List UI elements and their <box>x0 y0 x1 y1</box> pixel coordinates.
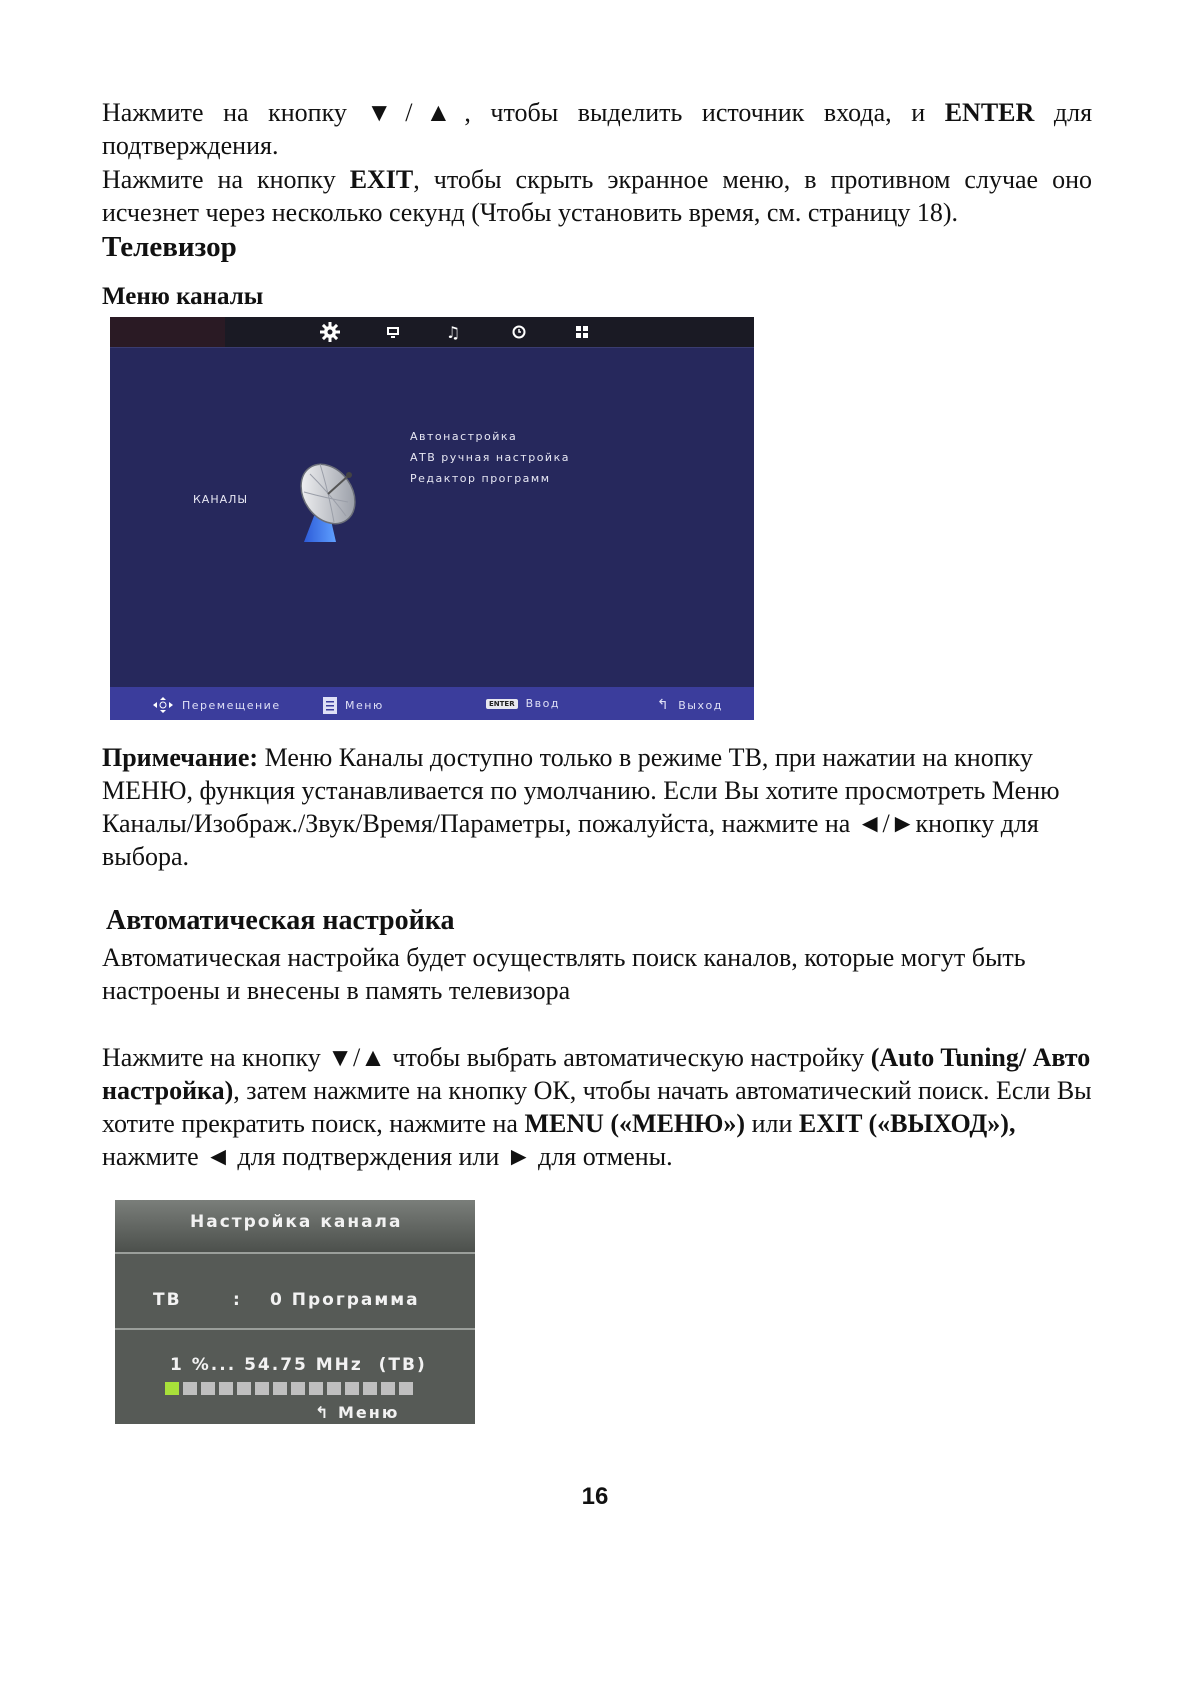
channel-tuning-screenshot <box>115 1200 475 1424</box>
progress-block <box>327 1382 341 1395</box>
instr-text-2: , затем нажмите на кнопку ОК, чтобы начать автоматический поиск. Если Вы хотите прекратить поиск, нажмите на <box>102 1076 1092 1138</box>
tv-top-bar-left-block <box>110 317 225 347</box>
tuning-progress-bar <box>165 1382 413 1395</box>
tv-channel-menu-screenshot <box>110 317 754 720</box>
intro-p2-exit: EXIT <box>349 165 414 194</box>
tv-menu-item-atv-manual-tuning[interactable]: АТВ ручная настройка <box>410 451 570 464</box>
section-title-tv: Телевизор <box>102 231 237 263</box>
help-exit <box>657 697 723 713</box>
tuning-colon: : <box>233 1290 242 1310</box>
enter-key-icon: ENTER <box>486 699 518 709</box>
help-enter <box>486 697 560 710</box>
tuning-menu-label: Меню <box>337 1403 400 1422</box>
tv-top-bar <box>110 317 754 348</box>
tv-section-label: КАНАЛЫ <box>193 493 249 506</box>
instr-bold-menu: MENU («МЕНЮ») <box>524 1109 746 1138</box>
progress-block <box>381 1382 395 1395</box>
intro-p2-text2: , чтобы скрыть экранное меню, в противном случае оно исчезнет через несколько секунд (Чтобы установить время, см. страницу 18). <box>102 165 1092 227</box>
gear-icon[interactable] <box>317 320 343 344</box>
monitor-icon[interactable] <box>380 320 406 344</box>
help-move <box>152 697 281 713</box>
instr-bold-auto-tuning: (Auto Tuning/ Авто настройка) <box>102 1043 1091 1105</box>
note-label: Примечание: <box>102 743 259 772</box>
progress-block <box>237 1382 251 1395</box>
intro-p1-text1: Нажмите на кнопку ▼/▲, чтобы выделить источник входа, и <box>102 98 926 127</box>
progress-block <box>201 1382 215 1395</box>
move-arrows-icon <box>152 697 174 713</box>
menu-list-icon <box>323 697 337 714</box>
help-menu <box>323 697 384 714</box>
tv-menu-item-auto-tuning[interactable]: Автонастройка <box>410 430 518 443</box>
intro-paragraph-1 <box>102 96 1092 162</box>
progress-block <box>345 1382 359 1395</box>
tuning-tv-label: ТВ <box>153 1290 182 1310</box>
tuning-progress-text: 1 %... 54.75 MHz (ТВ) <box>170 1355 427 1375</box>
help-exit-label: Выход <box>678 698 723 712</box>
return-arrow-icon: ↰ <box>657 697 671 713</box>
satellite-dish-icon <box>290 454 370 546</box>
note-text: Меню Каналы доступно только в режиме ТВ, при нажатии на кнопку МЕНЮ, функция устанавливается по умолчанию. Если Вы хотите просмотреть Меню Каналы/Изображ./Звук/Время/Параметры, пожалуйста, нажмите на ◄/►кнопку для выбора. <box>102 743 1060 871</box>
progress-block <box>183 1382 197 1395</box>
progress-block <box>309 1382 323 1395</box>
return-arrow-icon: ↰ <box>315 1403 331 1422</box>
instr-text-3: или <box>751 1109 793 1138</box>
instr-text-4: нажмите ◄ для подтверждения или ► для отмены. <box>102 1142 673 1171</box>
tuning-title: Настройка канала <box>190 1212 403 1232</box>
music-icon[interactable]: ♫ <box>445 322 461 342</box>
progress-block <box>219 1382 233 1395</box>
grid-icon[interactable] <box>569 320 595 344</box>
intro-paragraph-2 <box>102 163 1092 229</box>
instr-bold-exit: EXIT («ВЫХОД»), <box>798 1109 1016 1138</box>
tuning-program-value: 0 Программа <box>270 1290 420 1310</box>
auto-tuning-instructions <box>102 1041 1092 1173</box>
page-number: 16 <box>581 1483 609 1510</box>
tuning-divider-1 <box>115 1252 475 1254</box>
progress-block <box>165 1382 179 1395</box>
instr-text-1: Нажмите на кнопку ▼/▲ чтобы выбрать автоматическую настройку <box>102 1043 865 1072</box>
auto-tuning-description: Автоматическая настройка будет осуществлять поиск каналов, которые могут быть настроены и внесены в память телевизора <box>102 943 1026 1005</box>
subsection-title-channels: Меню каналы <box>102 283 264 310</box>
auto-tuning-title: Автоматическая настройка <box>106 905 455 936</box>
note-paragraph <box>102 741 1092 873</box>
progress-block <box>291 1382 305 1395</box>
tuning-menu-hint <box>315 1403 399 1422</box>
tuning-divider-2 <box>115 1328 475 1330</box>
intro-p1-enter: ENTER <box>944 98 1035 127</box>
intro-p2-text1: Нажмите на кнопку <box>102 165 336 194</box>
clock-icon[interactable] <box>506 320 532 344</box>
progress-block <box>399 1382 413 1395</box>
intro-p1-text2: для подтверждения. <box>102 98 1093 160</box>
help-enter-label: Ввод <box>525 697 560 710</box>
tv-menu-item-program-editor[interactable]: Редактор программ <box>410 472 551 485</box>
tv-help-bar <box>110 687 754 720</box>
help-move-label: Перемещение <box>182 698 281 712</box>
tuning-title-bar <box>115 1200 475 1252</box>
progress-block <box>363 1382 377 1395</box>
progress-block <box>273 1382 287 1395</box>
help-menu-label: Меню <box>345 699 384 712</box>
progress-block <box>255 1382 269 1395</box>
